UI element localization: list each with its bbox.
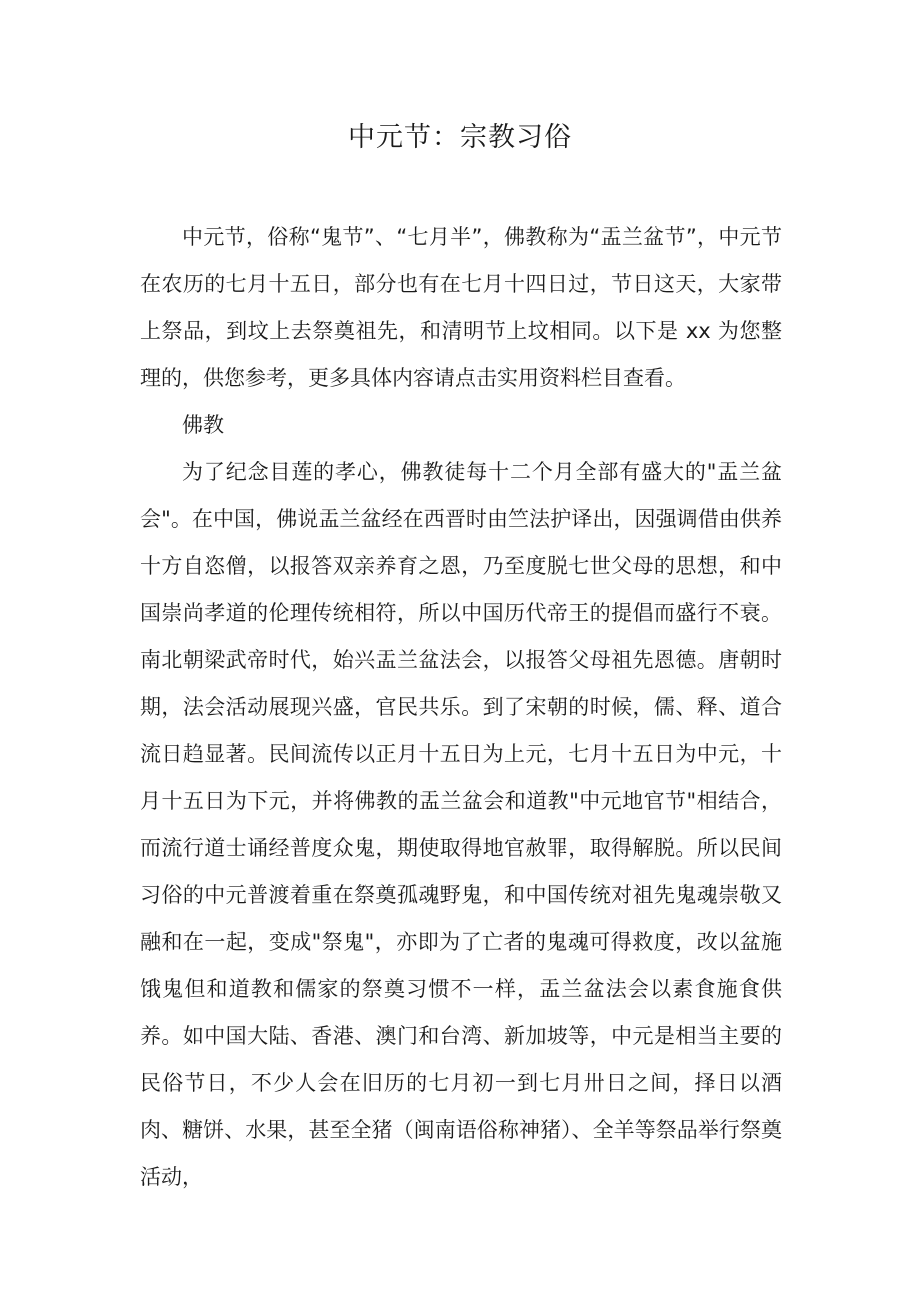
body-paragraph: 为了纪念目莲的孝心，佛教徒每十二个月全部有盛大的"盂兰盆会"。在中国，佛说盂兰盆经在西晋时由竺法护译出，因强调借由供养十方自恣僧，以报答双亲养育之恩，乃至度脱七世父母的思想，和中国崇尚孝道的伦理传统相符，所以中国历代帝王的提倡而盛行不衰。南北朝梁武帝时代，始兴盂兰盆法会，以报答父母祖先恩德。唐朝时期，法会活动展现兴盛，官民共乐。到了宋朝的时候，儒、释、道合流日趋显著。民间流传以正月十五日为上元，七月十五日为中元，十月十五日为下元，并将佛教的盂兰盆会和道教"中元地官节"相结合，而流行道士诵经普度众鬼，期使取得地官赦罪，取得解脱。所以民间习俗的中元普渡着重在祭奠孤魂野鬼，和中国传统对祖先鬼魂崇敬又融和在一起，变成"祭鬼"，亦即为了亡者的鬼魂可得救度，改以盆施饿鬼但和道教和儒家的祭奠习惯不一样，盂兰盆法会以素食施食供养。如中国大陆、香港、澳门和台湾、新加坡等，中元是相当主要的民俗节日，不少人会在旧历的七月初一到七月卅日之间，择日以酒肉、糖饼、水果，甚至全猪（闽南语俗称神猪）、全羊等祭品举行祭奠活动，: [140, 460, 782, 1189]
section-heading: 佛教: [182, 413, 224, 437]
page-title: 中元节：宗教习俗: [348, 122, 572, 153]
document-body: [140, 214, 782, 1201]
intro-paragraph: 中元节，俗称“鬼节”、“七月半”，佛教称为“盂兰盆节”，中元节在农历的七月十五日，部分也有在七月十四日过，节日这天，大家带上祭品，到坟上去祭奠祖先，和清明节上坟相同。以下是 xx 为您整理的，供您参考，更多具体内容请点击实用资料栏目查看。: [140, 225, 782, 390]
